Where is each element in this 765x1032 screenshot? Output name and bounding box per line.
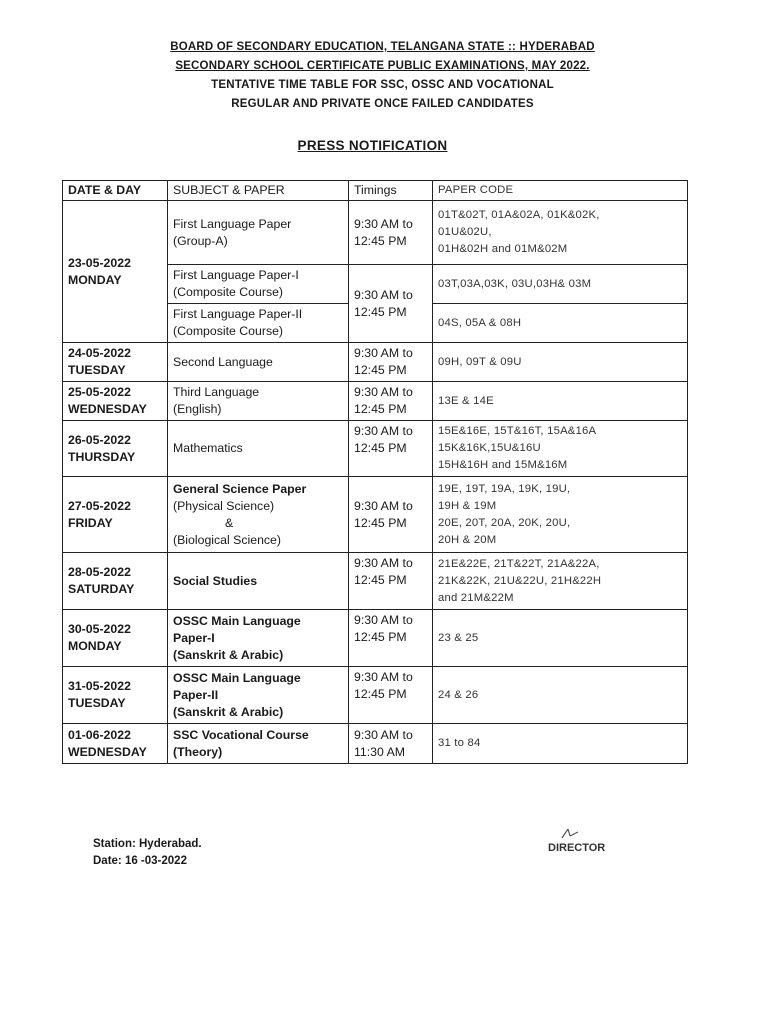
notice-title: PRESS NOTIFICATION	[297, 138, 448, 153]
timing-cell: 9:30 AM to 12:45 PM	[349, 667, 433, 724]
timing-cell: 9:30 AM to 12:45 PM	[349, 382, 433, 421]
date-cell: 25-05-2022 WEDNESDAY	[63, 382, 168, 421]
header-candidates: REGULAR AND PRIVATE ONCE FAILED CANDIDATES	[231, 98, 534, 110]
date-cell: 30-05-2022 MONDAY	[63, 610, 168, 667]
table-row	[63, 382, 688, 421]
timing-cell: 9:30 AM to 12:45 PM	[349, 201, 433, 265]
code-cell: 23 & 25	[433, 610, 688, 667]
subject-cell: General Science Paper (Physical Science) & (Biological Science)	[168, 477, 349, 553]
station-label: Station: Hyderabad.	[93, 838, 202, 850]
timetable	[62, 180, 688, 764]
table-row	[63, 553, 688, 610]
table-row	[63, 421, 688, 477]
date-cell: 27-05-2022 FRIDAY	[63, 477, 168, 553]
header-date: DATE & DAY	[63, 181, 168, 201]
code-cell: 13E & 14E	[433, 382, 688, 421]
date-cell: 23-05-2022 MONDAY	[63, 201, 168, 343]
table-header-row	[63, 181, 688, 201]
code-cell: 09H, 09T & 09U	[433, 343, 688, 382]
signatory-title: DIRECTOR	[548, 842, 606, 854]
document-header	[0, 38, 765, 114]
table-row	[63, 343, 688, 382]
subject-cell: OSSC Main Language Paper-II (Sanskrit & Arabic)	[168, 667, 349, 724]
signature-block	[548, 826, 605, 854]
date-cell: 24-05-2022 TUESDAY	[63, 343, 168, 382]
date-cell: 28-05-2022 SATURDAY	[63, 553, 168, 610]
subject-cell: OSSC Main Language Paper-I (Sanskrit & Arabic)	[168, 610, 349, 667]
code-cell: 24 & 26	[433, 667, 688, 724]
date-cell: 01-06-2022 WEDNESDAY	[63, 724, 168, 764]
subject-cell: Social Studies	[168, 553, 349, 610]
date-cell: 26-05-2022 THURSDAY	[63, 421, 168, 477]
code-cell: 01T&02T, 01A&02A, 01K&02K, 01U&02U, 01H&02H and 01M&02M	[433, 201, 688, 265]
header-timetable: TENTATIVE TIME TABLE FOR SSC, OSSC AND VOCATIONAL	[211, 79, 554, 91]
header-subject: SUBJECT & PAPER	[168, 181, 349, 201]
code-cell: 31 to 84	[433, 724, 688, 764]
header-exam: SECONDARY SCHOOL CERTIFICATE PUBLIC EXAMINATIONS, MAY 2022.	[175, 60, 590, 72]
table-row	[63, 201, 688, 265]
subject-cell: Third Language (English)	[168, 382, 349, 421]
table-row	[63, 667, 688, 724]
table-row	[63, 477, 688, 553]
subject-cell: First Language Paper-I (Composite Course)	[168, 265, 349, 304]
header-timings: Timings	[349, 181, 433, 201]
timing-cell: 9:30 AM to 12:45 PM	[349, 553, 433, 610]
code-cell: 21E&22E, 21T&22T, 21A&22A, 21K&22K, 21U&22U, 21H&22H and 21M&22M	[433, 553, 688, 610]
code-cell: 15E&16E, 15T&16T, 15A&16A 15K&16K,15U&16U 15H&16H and 15M&16M	[433, 421, 688, 477]
header-code: PAPER CODE	[433, 181, 688, 201]
signature-mark-icon	[558, 826, 588, 842]
date-cell: 31-05-2022 TUESDAY	[63, 667, 168, 724]
table-row	[63, 610, 688, 667]
timing-cell: 9:30 AM to 12:45 PM	[349, 477, 433, 553]
code-cell: 04S, 05A & 08H	[433, 304, 688, 343]
timing-cell: 9:30 AM to 12:45 PM	[349, 343, 433, 382]
timing-cell: 9:30 AM to 11:30 AM	[349, 724, 433, 764]
date-label: Date: 16 -03-2022	[93, 855, 187, 867]
table-row	[63, 724, 688, 764]
timing-cell: 9:30 AM to 12:45 PM	[349, 610, 433, 667]
code-cell: 19E, 19T, 19A, 19K, 19U, 19H & 19M 20E, 20T, 20A, 20K, 20U, 20H & 20M	[433, 477, 688, 553]
subject-cell: Mathematics	[168, 421, 349, 477]
footer-station-date	[93, 836, 202, 870]
subject-cell: First Language Paper (Group-A)	[168, 201, 349, 265]
subject-cell: First Language Paper-II (Composite Course)	[168, 304, 349, 343]
timing-cell: 9:30 AM to 12:45 PM	[349, 421, 433, 477]
subject-cell: Second Language	[168, 343, 349, 382]
header-board: BOARD OF SECONDARY EDUCATION, TELANGANA STATE :: HYDERABAD	[170, 41, 595, 53]
code-cell: 03T,03A,03K, 03U,03H& 03M	[433, 265, 688, 304]
subject-cell: SSC Vocational Course (Theory)	[168, 724, 349, 764]
timing-cell: 9:30 AM to 12:45 PM	[349, 265, 433, 343]
